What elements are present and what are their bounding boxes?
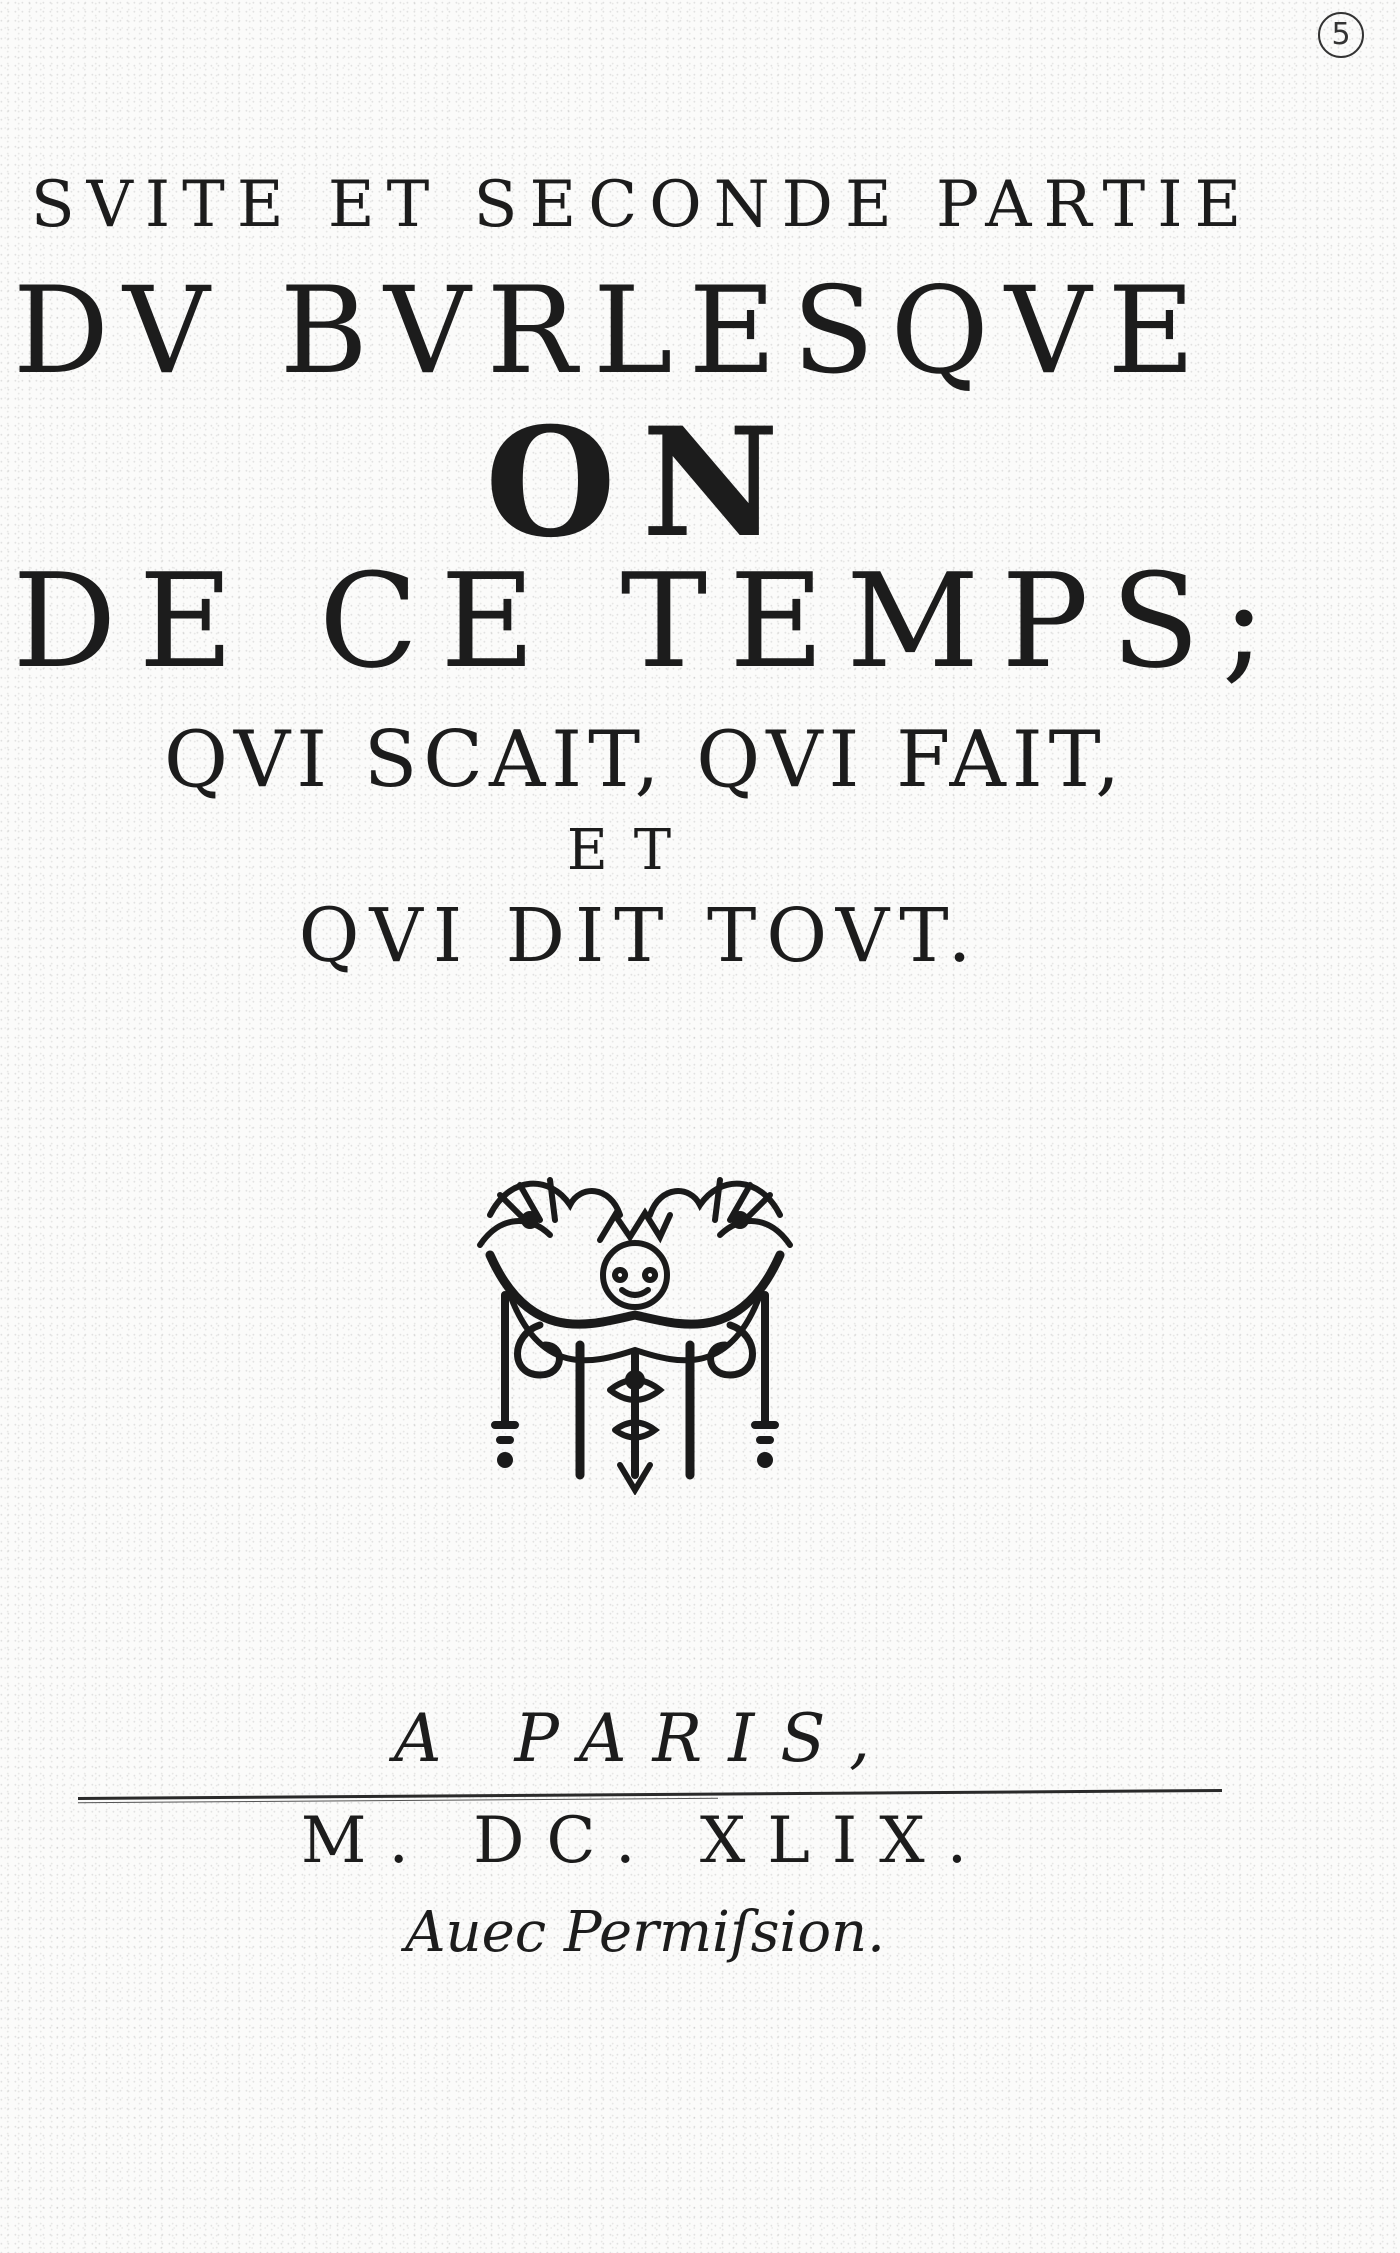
title-line-2: DV BVRLESQVE (12, 262, 1212, 401)
imprint-year: M. DC. XLIX. (300, 1804, 990, 1878)
title-line-1: SVITE ET SECONDE PARTIE (30, 168, 1254, 242)
title-line-6: ET (566, 818, 698, 883)
title-line-3: ON (485, 395, 805, 571)
printers-ornament-icon (470, 1175, 800, 1495)
title-line-5: QVI SCAIT, QVI FAIT, (163, 715, 1126, 805)
title-line-4: DE CE TEMPS; (12, 545, 1288, 697)
folio-number: 5 (1318, 12, 1364, 58)
title-line-7: QVI DIT TOVT. (298, 893, 982, 979)
imprint-permission: Auec Permiſsion. (405, 1900, 885, 1965)
imprint-place: A PARIS, (393, 1700, 897, 1777)
